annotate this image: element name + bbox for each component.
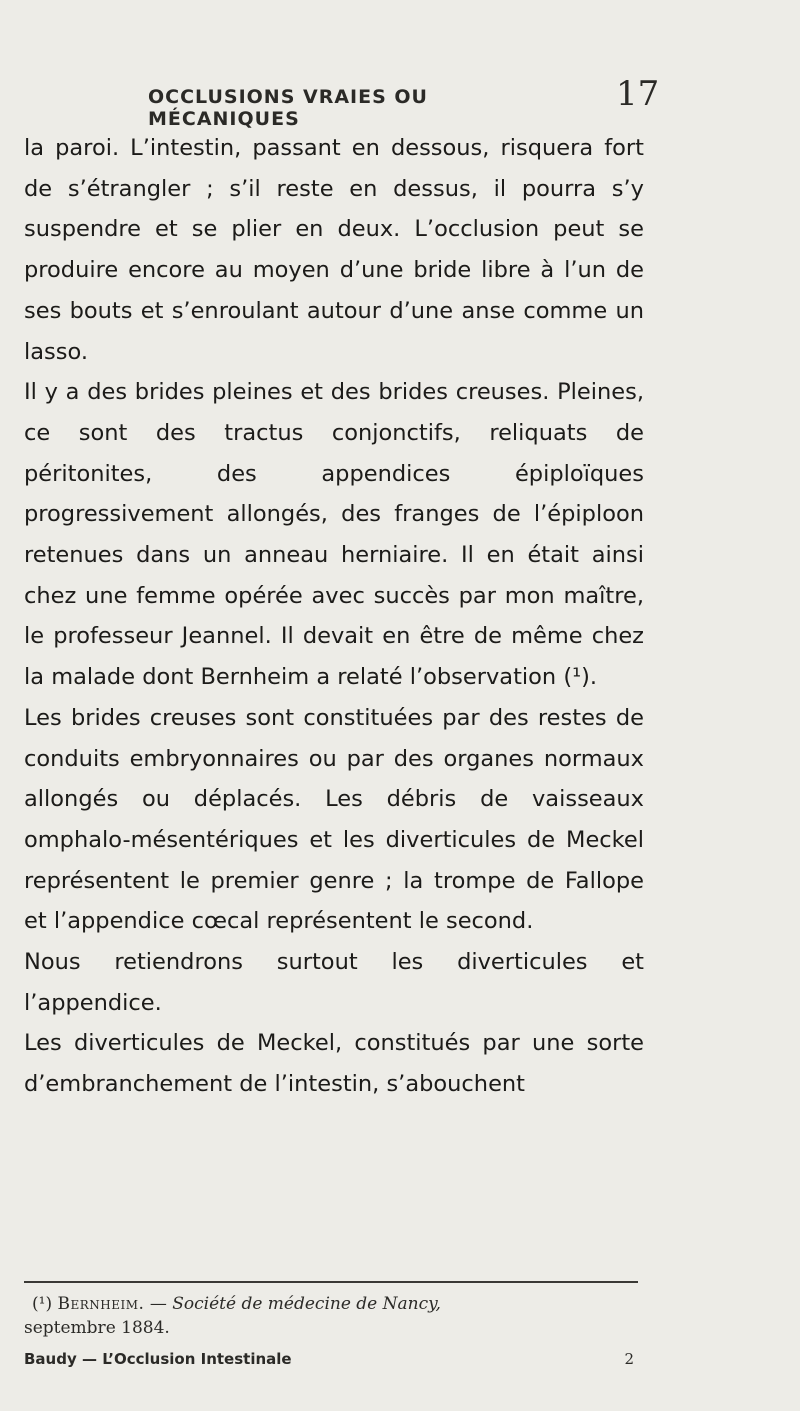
paragraph-2: Il y a des brides pleines et des brides creuses. Pleines, ce sont des tractus conjonctifs, reliquats de péritonites, des appendices épiploïques progressivement allongés, des franges de l’épiploon retenues dans un anneau herniaire. Il en était ainsi chez une femme opérée avec succès par mon maître, le professeur Jeannel. Il devait en être de même chez la malade dont Bernheim a relaté l’observation (¹).: [24, 379, 644, 691]
paragraph-4: Nous retiendrons surtout les diverticules et l’appendice.: [24, 949, 644, 1016]
signature-number: 2: [624, 1350, 634, 1368]
footnote-separator: —: [144, 1294, 173, 1314]
printer-signature: [24, 1350, 638, 1368]
paragraph-5: Les diverticules de Meckel, constitués par une sorte d’embranchement de l’intestin, s’abouchent: [24, 1030, 644, 1098]
body-text: [24, 128, 644, 1105]
running-head: OCCLUSIONS VRAIES OU MÉCANIQUES: [148, 86, 428, 130]
footnote-author: Bernheim.: [57, 1294, 145, 1314]
signature-title: Baudy — L’Occlusion Intestinale: [24, 1350, 292, 1368]
footnote: [24, 1292, 638, 1340]
paragraph-3: Les brides creuses sont constituées par des restes de conduits embryonnaires ou par des organes normaux allongés ou déplacés. Les débris de vaisseaux omphalo-mésentériques et les diverticules de Meckel représentent le premier genre ; la trompe de Fallope et l’appendice cœcal représentent le second.: [24, 704, 644, 935]
paragraph-1: la paroi. L’intestin, passant en dessous, risquera fort de s’étrangler ; s’il reste en dessus, il pourra s’y suspendre et se plier en deux. L’occlusion peut se produire encore au moyen d’une bride libre à l’un de ses bouts et s’enroulant autour d’une anse comme un lasso.: [24, 135, 644, 365]
page-number: 17: [616, 74, 660, 114]
footnote-mark: (¹): [32, 1294, 53, 1314]
footnote-date: septembre 1884.: [24, 1318, 170, 1338]
footnote-rule: [24, 1281, 638, 1283]
footnote-journal: Société de médecine de Nancy,: [172, 1294, 441, 1314]
